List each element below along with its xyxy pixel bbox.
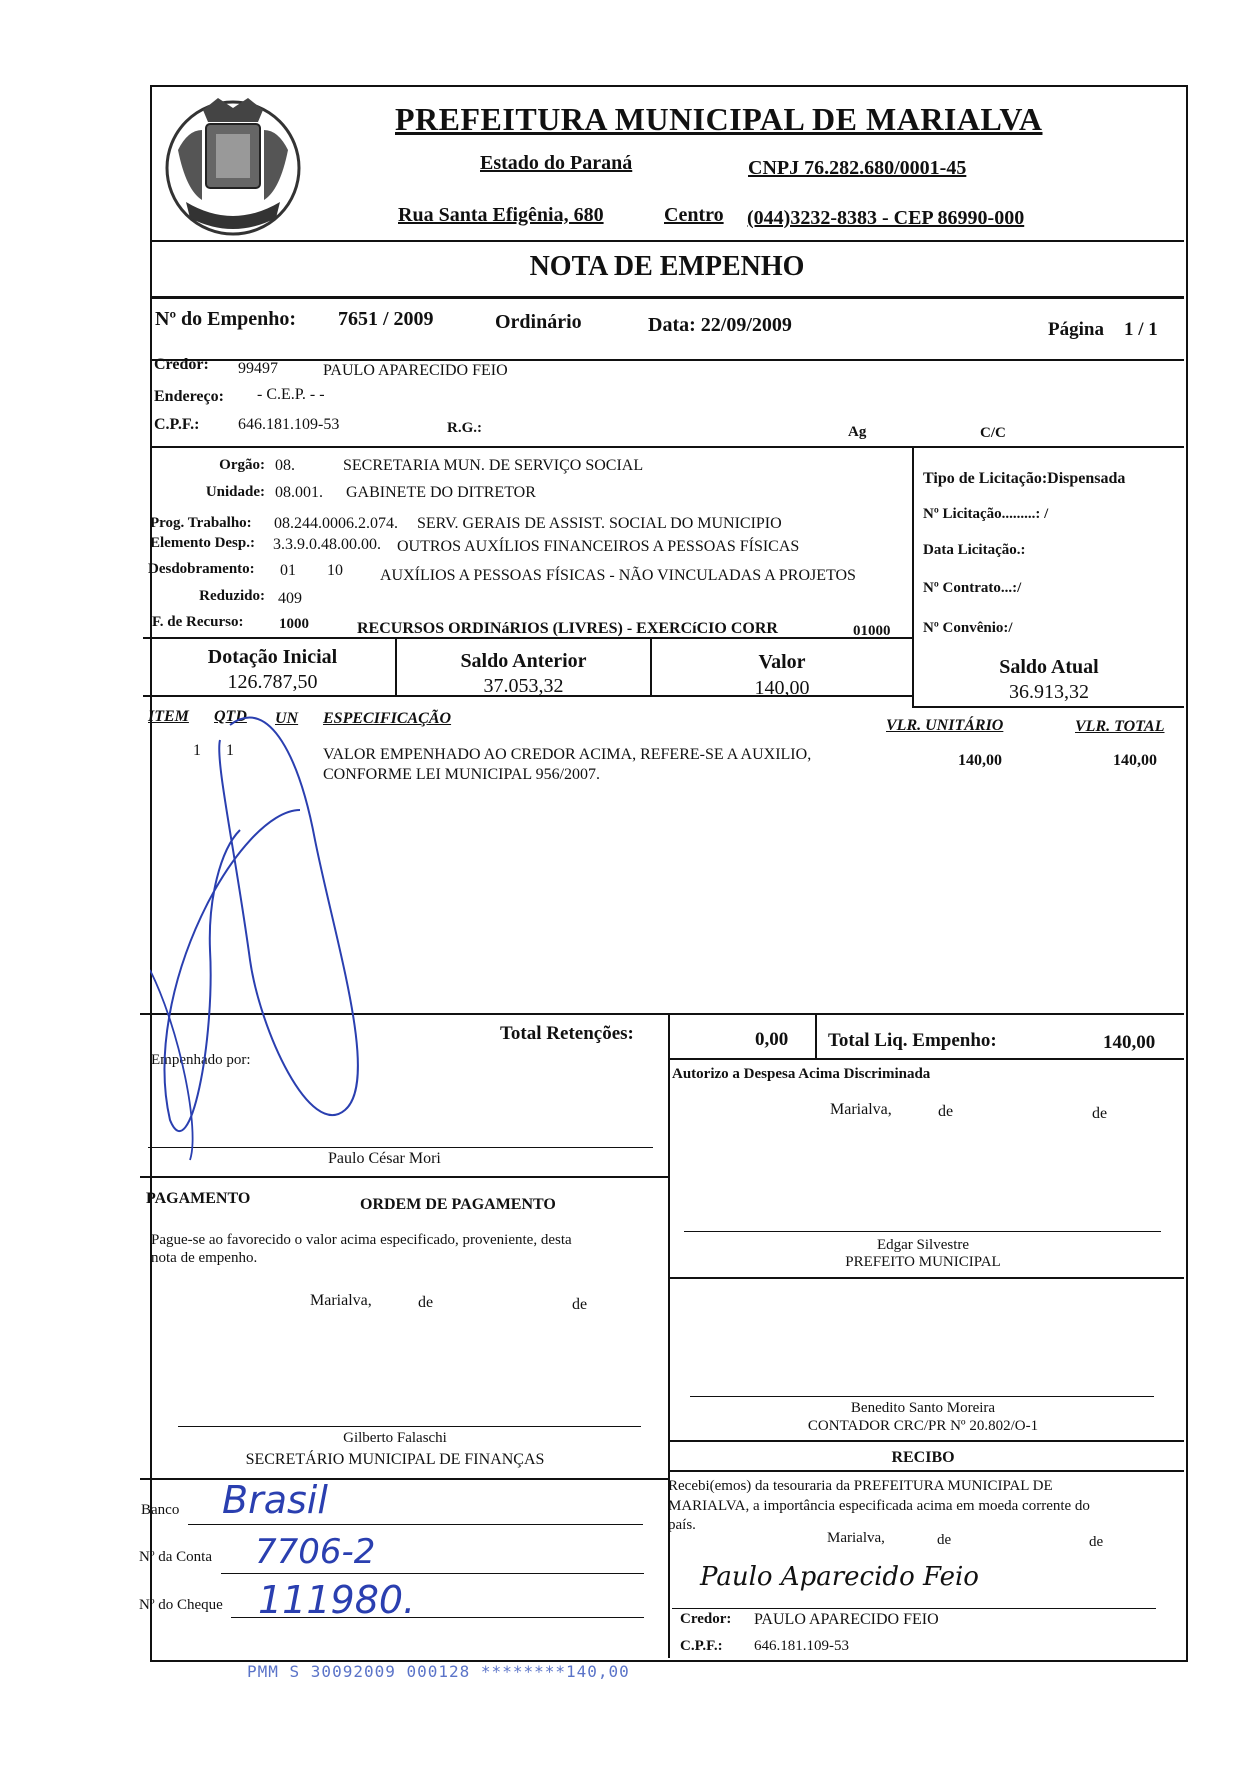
credor-code: 99497 [238, 360, 278, 377]
liq-empenho-value: 140,00 [1103, 1032, 1156, 1053]
item-desc-line2: CONFORME LEI MUNICIPAL 956/2007. [323, 766, 601, 783]
municipality-title: PREFEITURA MUNICIPAL DE MARIALVA [395, 101, 1043, 137]
saldo-anterior-value: 37.053,32 [483, 675, 564, 697]
desdobramento-label: Desdobramento: [148, 561, 255, 577]
fonte-code2: 01000 [853, 623, 891, 639]
licitacao-tipo: Tipo de Licitação:Dispensada [923, 470, 1126, 487]
retencoes-label: Total Retenções: [500, 1023, 634, 1044]
pagamento-de2: de [572, 1296, 588, 1313]
autorizo-label: Autorizo a Despesa Acima Discriminada [672, 1066, 931, 1082]
cheque-label: Nº do Cheque [139, 1597, 223, 1613]
item-total-value: 140,00 [1113, 752, 1157, 769]
banco-label: Banco [141, 1502, 180, 1518]
elemento-label: Elemento Desp.: [150, 535, 255, 551]
item-unit-value: 140,00 [958, 752, 1002, 769]
empenho-date: Data: 22/09/2009 [648, 314, 792, 336]
item-desc-line1: VALOR EMPENHADO AO CREDOR ACIMA, REFERE-SE A AUXILIO, [323, 746, 812, 763]
saldo-atual-label: Saldo Atual [999, 656, 1099, 678]
empenho-number-label: Nº do Empenho: [155, 308, 297, 330]
desdobramento-code1: 01 [280, 562, 296, 579]
banco-value: Brasil [222, 1478, 328, 1522]
recibo-cpf-label: C.P.F.: [680, 1638, 723, 1654]
valor-label: Valor [758, 651, 806, 673]
cpf-value: 646.181.109-53 [238, 416, 340, 433]
dotacao-label: Dotação Inicial [207, 646, 338, 668]
saldo-atual-value: 36.913,32 [1009, 681, 1089, 703]
reduzido-label: Reduzido: [199, 588, 265, 604]
pagamento-text-line1: Pague-se ao favorecido o valor acima especificado, proveniente, desta [151, 1232, 572, 1248]
recibo-cpf-value: 646.181.109-53 [754, 1638, 849, 1654]
address-value: - C.E.P. - - [257, 386, 325, 403]
fonte-code: 1000 [279, 616, 309, 632]
ag-label: Ag [848, 424, 867, 440]
col-un: UN [275, 710, 299, 727]
empenho-number: 7651 / 2009 [338, 308, 434, 330]
cheque-value: 111980. [258, 1578, 416, 1622]
pagamento-de1: de [418, 1294, 434, 1311]
pagamento-city: Marialva, [310, 1292, 372, 1309]
secretario-name: Gilberto Falaschi [343, 1430, 447, 1446]
street-address: Rua Santa Efigênia, 680 [398, 204, 604, 226]
prog-name: SERV. GERAIS DE ASSIST. SOCIAL DO MUNICIPIO [417, 515, 782, 532]
recibo-credor-name: PAULO APARECIDO FEIO [754, 1611, 939, 1628]
recibo-city: Marialva, [827, 1530, 885, 1546]
autorizo-de1: de [938, 1103, 954, 1120]
fonte-name: RECURSOS ORDINáRIOS (LIVRES) - EXERCíCIO CORR [357, 620, 778, 637]
coat-of-arms [158, 90, 308, 240]
unidade-name: GABINETE DO DITRETOR [346, 484, 536, 501]
cpf-label: C.P.F.: [154, 416, 200, 433]
col-qtd: QTD [214, 708, 247, 725]
conta-label: Nº da Conta [139, 1549, 212, 1565]
licitacao-numero: Nº Licitação.........: / [923, 506, 1049, 522]
recibo-text-line2: MARIALVA, a importância especificada acima em moeda corrente do [668, 1498, 1090, 1514]
cnpj-label: CNPJ 76.282.680/0001-45 [748, 157, 967, 179]
liq-empenho-label: Total Liq. Empenho: [828, 1030, 997, 1051]
col-vlr-total: VLR. TOTAL [1075, 718, 1165, 735]
col-especificacao: ESPECIFICAÇÃO [323, 710, 452, 727]
rg-label: R.G.: [447, 420, 482, 436]
desdobramento-name: AUXÍLIOS A PESSOAS FÍSICAS - NÃO VINCULADAS A PROJETOS [380, 567, 856, 584]
col-item: ITEM [148, 708, 189, 725]
dotacao-value: 126.787,50 [227, 671, 318, 693]
phone-cep: (044)3232-8383 - CEP 86990-000 [747, 207, 1025, 229]
payment-stamp: PMM S 30092009 000128 ********140,00 [247, 1662, 630, 1681]
contador-role: CONTADOR CRC/PR Nº 20.802/O-1 [807, 1418, 1039, 1434]
recibo-text-line3: país. [668, 1517, 696, 1533]
recibo-text-line1: Recebi(emos) da tesouraria da PREFEITURA MUNICIPAL DE [668, 1478, 1053, 1494]
retencoes-value: 0,00 [755, 1029, 789, 1050]
page-number: 1 / 1 [1124, 319, 1158, 340]
valor-value: 140,00 [754, 677, 810, 699]
convenio-numero: Nº Convênio:/ [923, 620, 1013, 636]
saldo-anterior-label: Saldo Anterior [460, 650, 587, 672]
document-title: NOTA DE EMPENHO [529, 251, 805, 282]
col-vlr-unitario: VLR. UNITÁRIO [886, 717, 1004, 734]
elemento-name: OUTROS AUXÍLIOS FINANCEIROS A PESSOAS FÍSICAS [397, 538, 800, 555]
coat-of-arms-icon [158, 90, 308, 240]
ordem-pagamento-label: ORDEM DE PAGAMENTO [360, 1196, 556, 1213]
prog-code: 08.244.0006.2.074. [274, 515, 398, 532]
recibo-de1: de [937, 1532, 952, 1548]
reduzido-value: 409 [278, 590, 302, 607]
credor-name: PAULO APARECIDO FEIO [323, 362, 508, 379]
item-qtd: 1 [226, 742, 234, 759]
desdobramento-code2: 10 [327, 562, 343, 579]
conta-value: 7706-2 [255, 1532, 376, 1572]
autorizo-city: Marialva, [830, 1101, 892, 1118]
pagamento-label: PAGAMENTO [146, 1190, 251, 1207]
empenhado-name: Paulo César Mori [328, 1150, 441, 1167]
address-label: Endereço: [154, 388, 224, 405]
district-label: Centro [664, 204, 724, 226]
contador-name: Benedito Santo Moreira [850, 1400, 996, 1416]
prog-label: Prog. Trabalho: [150, 515, 252, 531]
autorizo-de2: de [1092, 1105, 1108, 1122]
prefeito-name: Edgar Silvestre [876, 1237, 970, 1253]
unidade-code: 08.001. [275, 484, 323, 501]
orgao-label: Orgão: [219, 457, 265, 473]
recibo-de2: de [1089, 1534, 1104, 1550]
page-label: Página [1048, 319, 1104, 340]
recibo-credor-label: Credor: [680, 1611, 732, 1627]
recibo-title: RECIBO [891, 1449, 955, 1466]
empenhado-label: Empenhado por: [151, 1052, 251, 1068]
licitacao-data: Data Licitação.: [923, 542, 1026, 558]
orgao-name: SECRETARIA MUN. DE SERVIÇO SOCIAL [343, 457, 644, 474]
contrato-numero: Nº Contrato...:/ [923, 580, 1022, 596]
orgao-code: 08. [275, 457, 295, 474]
state-label: Estado do Paraná [480, 152, 633, 174]
empenho-type: Ordinário [495, 311, 582, 333]
unidade-label: Unidade: [205, 484, 265, 500]
item-number: 1 [193, 742, 201, 759]
cc-label: C/C [980, 425, 1006, 441]
secretario-role: SECRETÁRIO MUNICIPAL DE FINANÇAS [245, 1451, 545, 1468]
credor-label: Credor: [154, 356, 209, 373]
elemento-code: 3.3.9.0.48.00.00. [273, 536, 381, 553]
recibo-signature: Paulo Aparecido Feio [700, 1562, 979, 1592]
signature-scribble [150, 700, 380, 1170]
prefeito-role: PREFEITO MUNICIPAL [845, 1254, 1001, 1270]
pagamento-text-line2: nota de empenho. [151, 1250, 258, 1266]
fonte-label: F. de Recurso: [152, 614, 244, 630]
